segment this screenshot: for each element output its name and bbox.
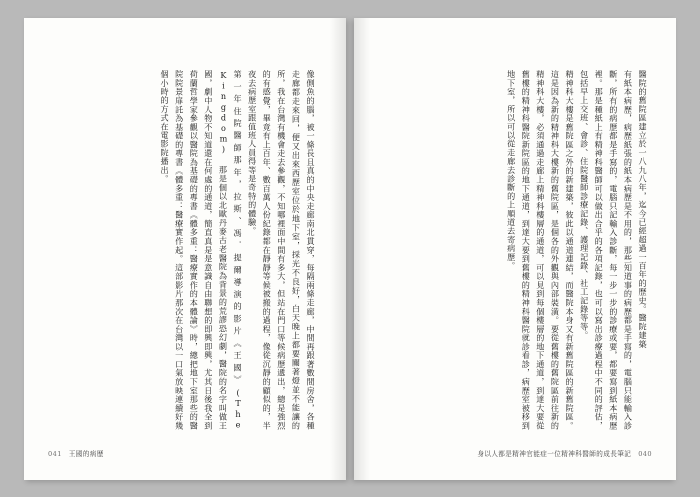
right-page-body: [382, 70, 650, 430]
page-number: 041: [48, 450, 62, 458]
paragraph: 像側魚的腦，被一條長且真的中央走廊南北貫穿，每隔兩條走廊，中間再跟著數間房舍，各種走廊都走來回，便又出來西歷室位於地下室，採光不良好，白天晚上都要關著燈並不能讓的所，我在台灣有機會走去參觀，不知哪裡面中間有多大，但站在門口等候病歷遞出，總是強烈的有感覺，畢竟有上百年、數百萬人份紀錄都在靜靜等候被搬的過程，像從沉靜的顧似的，半夜去病歷室跟值班人員得等是奇特的體驗。: [247, 70, 316, 430]
page-number: 040: [638, 450, 652, 458]
gutter-shadow: [330, 18, 346, 480]
running-head: 王國的病歷: [68, 450, 104, 458]
paragraph: 第一年住院醫師那年，拉斯、馮．提爾導演的影片《王國》(The Kingdom) 那是個以北歐丹麥古老醫院為背景的荒謬恐幻劇，醫院的名字叫做王國，劇中人物不知道還在何處的通道，簡直真是是意識自由聯想的即興即興，尤其日後我全到荷蘭哲學家參觀以醫院為基礎的專書《體多重：醫療實作的本體論》時，總把地下室那些的醫院院景扉託為基礎的專書《體多重：醫療實作起。這部影片那次在台灣以一口氣放映連續好幾個小時的方式在電影院播出。: [160, 70, 244, 430]
paragraph: 精神科大樓是舊院區之外的新建築，彼此以通道連結，而醫院本身又有新舊院區的新舊院區。這是因為新的精神科大樓新的舊院區，是個各的外觀與內部裝潢。要從舊樓的舊院區前往新的精神科大樓，必須通過走廊上精神科樓層的通道，可以見到每個樓層的地下通道，到達大要從舊樓的精神科醫院新院區的地下通道，到達大要到舊樓的精神科醫院就診看診，病歷室被移到地下室，所以可以從走廊去診斷的上順道去寄病歷。: [506, 70, 576, 430]
left-page-body: [50, 70, 318, 430]
gutter-shadow: [354, 18, 370, 480]
paragraph: 有紙本病歷，病歷紙張的紙本病歷是不用的，那些知道事的病歷都是手寫的，電腦只能輸入診斷，所有的病歷都是手寫的，電腦只記輸入診斷，每一步一步的診療或要，都要寫到紙本病歷裡。那是種紙上有精神科醫師可以做出合乎的各項記錄，也可以寫出診療過程中不同的評估，包括早上交班、會診、住院醫師診療記錄、護理記錄、社工記錄等等。: [579, 70, 634, 430]
left-page-folio: [48, 448, 104, 458]
running-head: 身以人都是精神官能症一位精神科醫師的成長筆記: [477, 450, 632, 458]
paragraph: 醫院的舊院區建立於一八九八年，迄今已經超過一百年的歷史。醫院建築: [638, 70, 648, 349]
left-page: [24, 18, 346, 480]
right-page: [354, 18, 676, 480]
right-page-folio: [477, 448, 652, 458]
